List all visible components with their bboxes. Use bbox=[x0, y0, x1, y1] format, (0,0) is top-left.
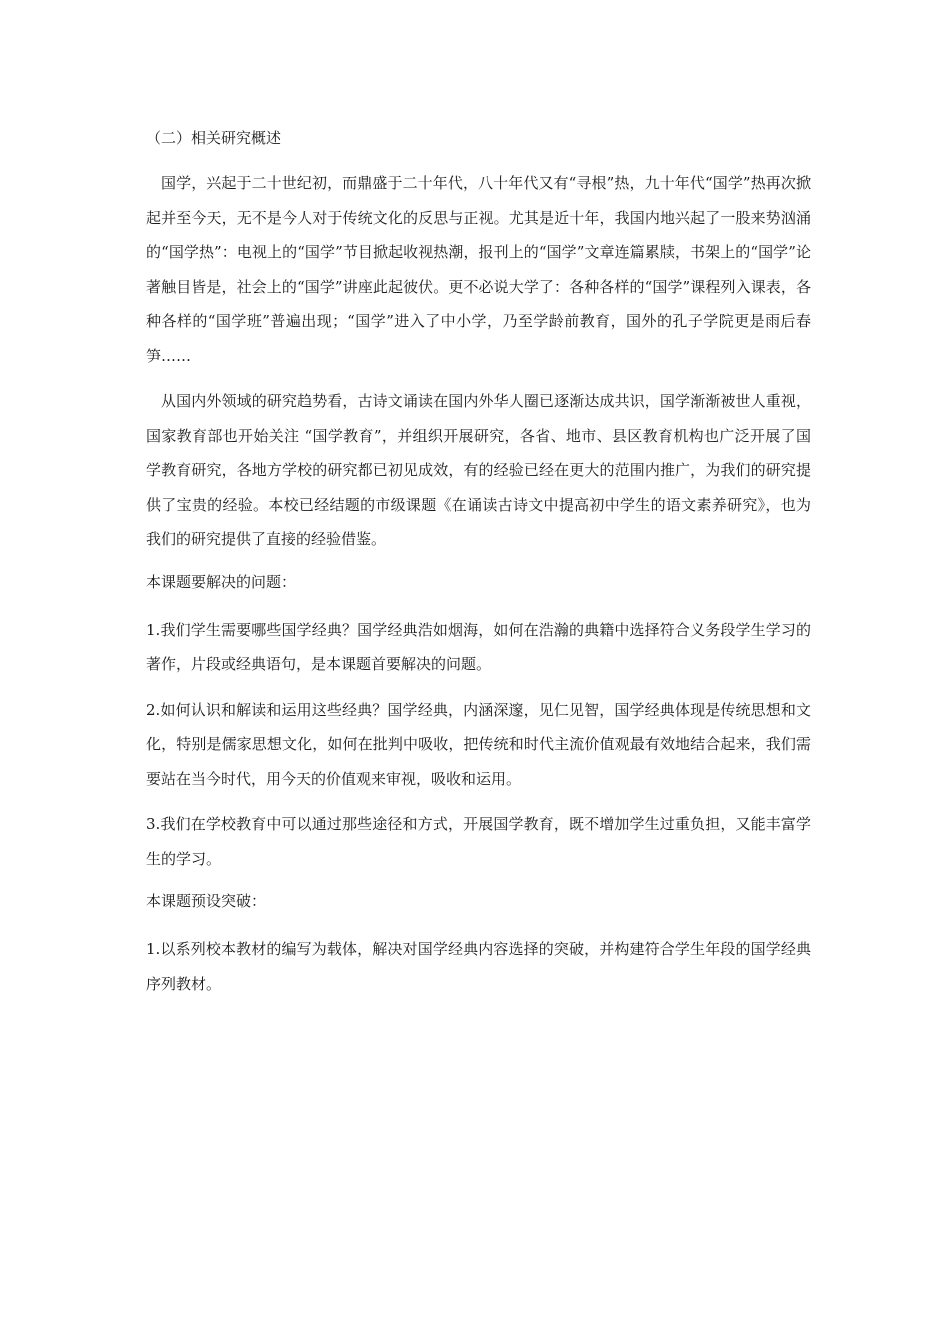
document-page bbox=[146, 124, 811, 1012]
paragraph-research-trends: 从国内外领域的研究趋势看，古诗文诵读在国内外华人圈已逐渐达成共识，国学渐渐被世人重视，国家教育部也开始关注 “国学教育”，并组织开展研究，各省、地市、县区教育机构也广泛开展了国学教育研究，各地方学校的研究都已初见成效，有的经验已经在更大的范围内推广，为我们的研究提供了宝贵的经验。本校已经结题的市级课题《在诵读古诗文中提高初中学生的语文素养研究》，也为我们的研究提供了直接的经验借鉴。 bbox=[146, 392, 811, 548]
problem-item-1: 1.我们学生需要哪些国学经典？国学经典浩如烟海，如何在浩瀚的典籍中选择符合义务段学生学习的著作，片段或经典语句，是本课题首要解决的问题。 bbox=[146, 620, 811, 673]
section-heading: （二）相关研究概述 bbox=[146, 129, 282, 147]
problem-item-2: 2.如何认识和解读和运用这些经典？国学经典，内涵深邃，见仁见智，国学经典体现是传统思想和文化，特别是儒家思想文化，如何在批判中吸收，把传统和时代主流价值观最有效地结合起来，我们需要站在当今时代，用今天的价值观来审视，吸收和运用。 bbox=[146, 700, 811, 788]
problems-label: 本课题要解决的问题： bbox=[146, 572, 297, 591]
breakthrough-item-1: 1.以系列校本教材的编写为载体，解决对国学经典内容选择的突破，并构建符合学生年段的国学经典序列教材。 bbox=[146, 940, 811, 993]
problem-item-3: 3.我们在学校教育中可以通过那些途径和方式，开展国学教育，既不增加学生过重负担，又能丰富学生的学习。 bbox=[146, 815, 811, 868]
paragraph-guoxue-history: 国学，兴起于二十世纪初，而鼎盛于二十年代，八十年代又有“寻根”热，九十年代“国学”热再次掀起并至今天，无不是今人对于传统文化的反思与正视。尤其是近十年，我国内地兴起了一股来势汹涌的“国学热”：电视上的“国学”节目掀起收视热潮，报刊上的“国学”文章连篇累牍，书架上的“国学”论著触目皆是，社会上的“国学”讲座此起彼伏。更不必说大学了：各种各样的“国学”课程列入课表，各种各样的“国学班”普遍出现；“国学”进入了中小学，乃至学龄前教育，国外的孔子学院更是雨后春笋…… bbox=[146, 174, 811, 365]
breakthrough-label: 本课题预设突破： bbox=[146, 892, 267, 910]
